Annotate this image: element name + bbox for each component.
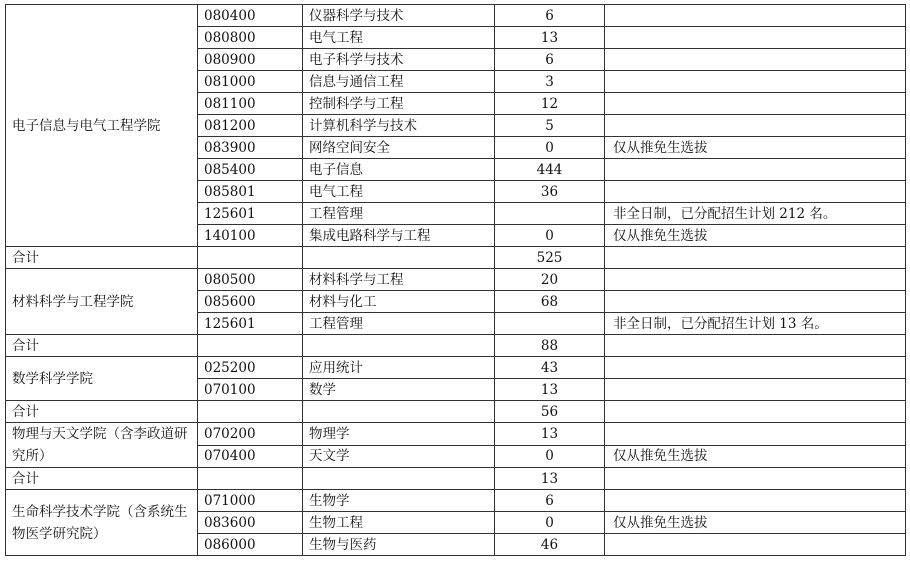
count-cell [495,203,605,225]
note-cell [605,423,906,446]
count-cell: 12 [495,93,605,115]
count-cell: 13 [495,27,605,49]
note-cell [605,93,906,115]
note-cell [605,291,906,313]
table-row [6,269,906,291]
major-cell: 信息与通信工程 [303,71,495,93]
empty-cell [303,247,495,269]
empty-cell [198,468,303,490]
note-cell [605,5,906,27]
note-cell [605,379,906,401]
empty-cell [303,468,495,490]
major-cell: 材料科学与工程 [303,269,495,291]
count-cell: 3 [495,71,605,93]
note-cell [605,49,906,71]
code-cell: 081200 [198,115,303,137]
count-cell: 6 [495,49,605,71]
note-cell: 仅从推免生选拔 [605,137,906,159]
count-cell: 5 [495,115,605,137]
code-cell: 140100 [198,225,303,247]
total-row [6,335,906,357]
note-cell [605,490,906,512]
code-cell: 085400 [198,159,303,181]
college-cell: 电子信息与电气工程学院 [6,5,198,247]
note-cell [605,269,906,291]
empty-cell [198,335,303,357]
count-cell: 0 [495,445,605,468]
note-cell: 非全日制，已分配招生计划 13 名。 [605,313,906,335]
count-cell: 0 [495,225,605,247]
major-cell: 电气工程 [303,181,495,203]
total-row [6,247,906,269]
note-cell [605,27,906,49]
code-cell: 081000 [198,71,303,93]
total-count-cell: 13 [495,468,605,490]
table-row [6,5,906,27]
admissions-plan-table [5,4,906,556]
major-cell: 数学 [303,379,495,401]
empty-cell [303,401,495,423]
count-cell: 46 [495,534,605,556]
code-cell: 080900 [198,49,303,71]
major-cell: 仪器科学与技术 [303,5,495,27]
total-count-cell: 525 [495,247,605,269]
note-cell [605,71,906,93]
empty-cell [303,335,495,357]
note-cell [605,181,906,203]
empty-cell [605,401,906,423]
code-cell: 080800 [198,27,303,49]
major-cell: 控制科学与工程 [303,93,495,115]
code-cell: 080400 [198,5,303,27]
count-cell: 0 [495,137,605,159]
major-cell: 天文学 [303,445,495,468]
major-cell: 电子信息 [303,159,495,181]
major-cell: 生物与医药 [303,534,495,556]
total-label-cell: 合计 [6,247,198,269]
count-cell: 13 [495,379,605,401]
total-label-cell: 合计 [6,335,198,357]
count-cell: 68 [495,291,605,313]
count-cell: 0 [495,512,605,534]
code-cell: 125601 [198,203,303,225]
total-label-cell: 合计 [6,468,198,490]
total-count-cell: 56 [495,401,605,423]
college-cell: 生命科学技术学院（含系统生物医学研究院） [6,490,198,556]
code-cell: 085600 [198,291,303,313]
empty-cell [605,247,906,269]
code-cell: 071000 [198,490,303,512]
major-cell: 生物学 [303,490,495,512]
note-cell: 仅从推免生选拔 [605,445,906,468]
total-row [6,468,906,490]
table-body [6,5,906,556]
note-cell [605,115,906,137]
code-cell: 025200 [198,357,303,379]
count-cell: 444 [495,159,605,181]
total-row [6,401,906,423]
note-cell [605,159,906,181]
code-cell: 080500 [198,269,303,291]
total-count-cell: 88 [495,335,605,357]
major-cell: 工程管理 [303,203,495,225]
college-cell: 数学科学学院 [6,357,198,401]
college-cell: 物理与天文学院（含李政道研究所） [6,423,198,468]
count-cell: 36 [495,181,605,203]
code-cell: 125601 [198,313,303,335]
note-cell [605,534,906,556]
major-cell: 电气工程 [303,27,495,49]
note-cell: 仅从推免生选拔 [605,225,906,247]
major-cell: 应用统计 [303,357,495,379]
code-cell: 081100 [198,93,303,115]
college-cell: 材料科学与工程学院 [6,269,198,335]
major-cell: 材料与化工 [303,291,495,313]
major-cell: 集成电路科学与工程 [303,225,495,247]
note-cell [605,357,906,379]
empty-cell [605,335,906,357]
empty-cell [605,468,906,490]
count-cell [495,313,605,335]
code-cell: 083900 [198,137,303,159]
table-row [6,490,906,512]
code-cell: 085801 [198,181,303,203]
empty-cell [198,401,303,423]
major-cell: 物理学 [303,423,495,446]
note-cell: 非全日制，已分配招生计划 212 名。 [605,203,906,225]
code-cell: 070200 [198,423,303,446]
count-cell: 6 [495,5,605,27]
major-cell: 生物工程 [303,512,495,534]
major-cell: 工程管理 [303,313,495,335]
table-row [6,357,906,379]
note-cell: 仅从推免生选拔 [605,512,906,534]
count-cell: 20 [495,269,605,291]
major-cell: 网络空间安全 [303,137,495,159]
code-cell: 086000 [198,534,303,556]
count-cell: 13 [495,423,605,446]
empty-cell [198,247,303,269]
major-cell: 计算机科学与技术 [303,115,495,137]
code-cell: 070400 [198,445,303,468]
major-cell: 电子科学与技术 [303,49,495,71]
count-cell: 43 [495,357,605,379]
table-row [6,423,906,446]
code-cell: 083600 [198,512,303,534]
code-cell: 070100 [198,379,303,401]
total-label-cell: 合计 [6,401,198,423]
count-cell: 6 [495,490,605,512]
